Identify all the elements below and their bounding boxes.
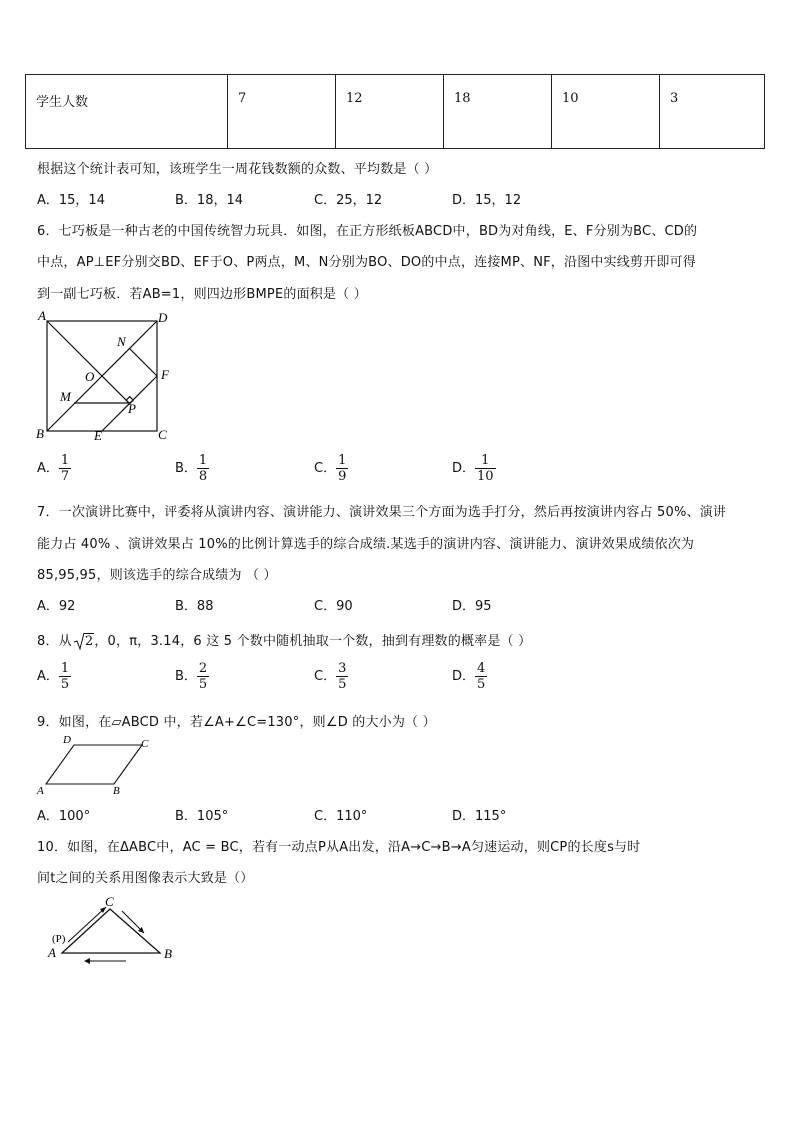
q7-option-c: C．90 — [314, 599, 353, 614]
q6-option-b — [175, 453, 209, 484]
denominator: 9 — [338, 469, 347, 484]
q5-option-c: C．25，12 — [314, 193, 383, 208]
q8-stem — [37, 630, 531, 649]
numerator: 1 — [481, 453, 490, 468]
q7-option-d: D．95 — [452, 599, 492, 614]
q10-stem-line2: 间t之间的关系用图像表示大致是（） — [37, 871, 254, 886]
label-n: N — [117, 334, 126, 349]
numerator: 1 — [60, 453, 70, 468]
option-prefix: A． — [37, 461, 59, 476]
sqrt-sign — [74, 632, 84, 650]
label-c: C — [141, 738, 149, 750]
q8-rest: ，0，π，3.14，6 这 5 个数中随机抽取一个数，抽到有理数的概率是（ ） — [94, 634, 532, 649]
label-d: D — [158, 310, 168, 325]
label-b: B — [113, 785, 120, 796]
denominator: 8 — [198, 469, 208, 484]
q5-option-b: B．18，14 — [175, 193, 244, 208]
q9-option-d: D．115° — [452, 809, 507, 824]
q7-stem-line2: 能力占 40% 、演讲效果占 10%的比例计算选手的综合成绩.某选手的演讲内容、演讲能力、演讲效果成绩依次为 — [37, 537, 695, 552]
table-cell: 18 — [444, 75, 552, 149]
numerator: 1 — [338, 453, 347, 468]
q6-stem-line3: 到一副七巧板．若AB=1，则四边形BMPE的面积是（ ） — [37, 287, 367, 302]
q6-stem-line2: 中点，AP⊥EF分别交BD、EF于O、P两点，M、N分别为BO、DO的中点，连接MP、NF，沿图中实线剪开即可得 — [37, 255, 697, 270]
label-c: C — [158, 427, 167, 442]
label-d: D — [63, 734, 71, 746]
q9-option-b: B．105° — [175, 809, 229, 824]
numerator: 1 — [198, 453, 208, 468]
numerator: 4 — [477, 661, 486, 676]
q8-option-b — [175, 661, 209, 692]
table-row — [26, 75, 765, 149]
option-prefix: A． — [37, 669, 59, 684]
q9-option-c: C．110° — [314, 809, 368, 824]
numerator: 3 — [338, 661, 347, 676]
q7-option-a: A．92 — [37, 599, 76, 614]
sqrt-radicand: 2 — [84, 634, 94, 649]
numerator: 2 — [198, 661, 208, 676]
q9-stem: 9．如图，在▱ABCD 中，若∠A+∠C=130°，则∠D 的大小为（ ） — [37, 715, 436, 730]
q8-option-c — [314, 661, 348, 692]
fraction — [59, 453, 71, 484]
option-prefix: B． — [175, 461, 197, 476]
denominator: 5 — [198, 677, 208, 692]
fraction — [59, 661, 71, 692]
q8-option-a — [37, 661, 71, 692]
option-prefix: C． — [314, 461, 337, 476]
q5-stem: 根据这个统计表可知，该班学生一周花钱数额的众数、平均数是（ ） — [37, 162, 438, 177]
label-a: A — [48, 945, 56, 960]
fraction — [475, 661, 487, 692]
option-prefix: D． — [452, 461, 476, 476]
denominator: 5 — [338, 677, 347, 692]
triangle-figure — [44, 893, 184, 967]
fraction — [197, 453, 209, 484]
numerator: 1 — [60, 661, 70, 676]
label-c: C — [105, 894, 114, 909]
table-cell: 12 — [336, 75, 444, 149]
q9-option-a: A．100° — [37, 809, 91, 824]
tangram-figure — [34, 306, 184, 446]
q7-option-b: B．88 — [175, 599, 214, 614]
parallelogram-figure — [34, 732, 164, 796]
label-e: E — [94, 428, 102, 443]
denominator: 7 — [60, 469, 70, 484]
q6-option-d — [452, 453, 496, 484]
q5-option-d: D．15，12 — [452, 193, 522, 208]
table-cell: 10 — [552, 75, 660, 149]
label-p: (P) — [52, 933, 66, 945]
table-cell: 学生人数 — [26, 75, 228, 149]
label-a: A — [38, 308, 46, 323]
q8-prefix: 8．从 — [37, 634, 72, 649]
q6-stem-line1: 6．七巧板是一种古老的中国传统智力玩具．如图，在正方形纸板ABCD中，BD为对角线，E、F分别为BC、CD的 — [37, 224, 698, 239]
label-a: A — [37, 785, 44, 796]
q6-option-c — [314, 453, 348, 484]
fraction — [197, 661, 209, 692]
q10-stem-line1: 10．如图，在ΔABC中，AC = BC，若有一动点P从A出发，沿A→C→B→A匀速运动，则CP的长度s与时 — [37, 840, 641, 855]
stats-table — [25, 74, 765, 149]
fraction — [336, 661, 348, 692]
q7-stem-line3: 85,95,95，则该选手的综合成绩为 （ ） — [37, 568, 277, 583]
fraction — [336, 453, 348, 484]
q8-option-d — [452, 661, 487, 692]
label-b: B — [36, 426, 44, 441]
q7-stem-line1: 7．一次演讲比赛中，评委将从演讲内容、演讲能力、演讲效果三个方面为选手打分，然后再按演讲内容占 50%、演讲 — [37, 505, 727, 520]
label-f: F — [161, 367, 169, 382]
option-prefix: D． — [452, 669, 476, 684]
label-o: O — [85, 369, 95, 384]
table-cell: 7 — [228, 75, 336, 149]
denominator: 5 — [60, 677, 70, 692]
sqrt-expression — [74, 634, 94, 649]
denominator: 10 — [477, 469, 494, 484]
denominator: 5 — [477, 677, 486, 692]
label-b: B — [164, 946, 172, 961]
option-prefix: B． — [175, 669, 197, 684]
label-p: P — [128, 401, 136, 416]
q5-option-a: A．15，14 — [37, 193, 105, 208]
table-cell: 3 — [660, 75, 765, 149]
option-prefix: C． — [314, 669, 337, 684]
fraction — [475, 453, 496, 484]
label-m: M — [60, 389, 71, 404]
q6-option-a — [37, 453, 71, 484]
